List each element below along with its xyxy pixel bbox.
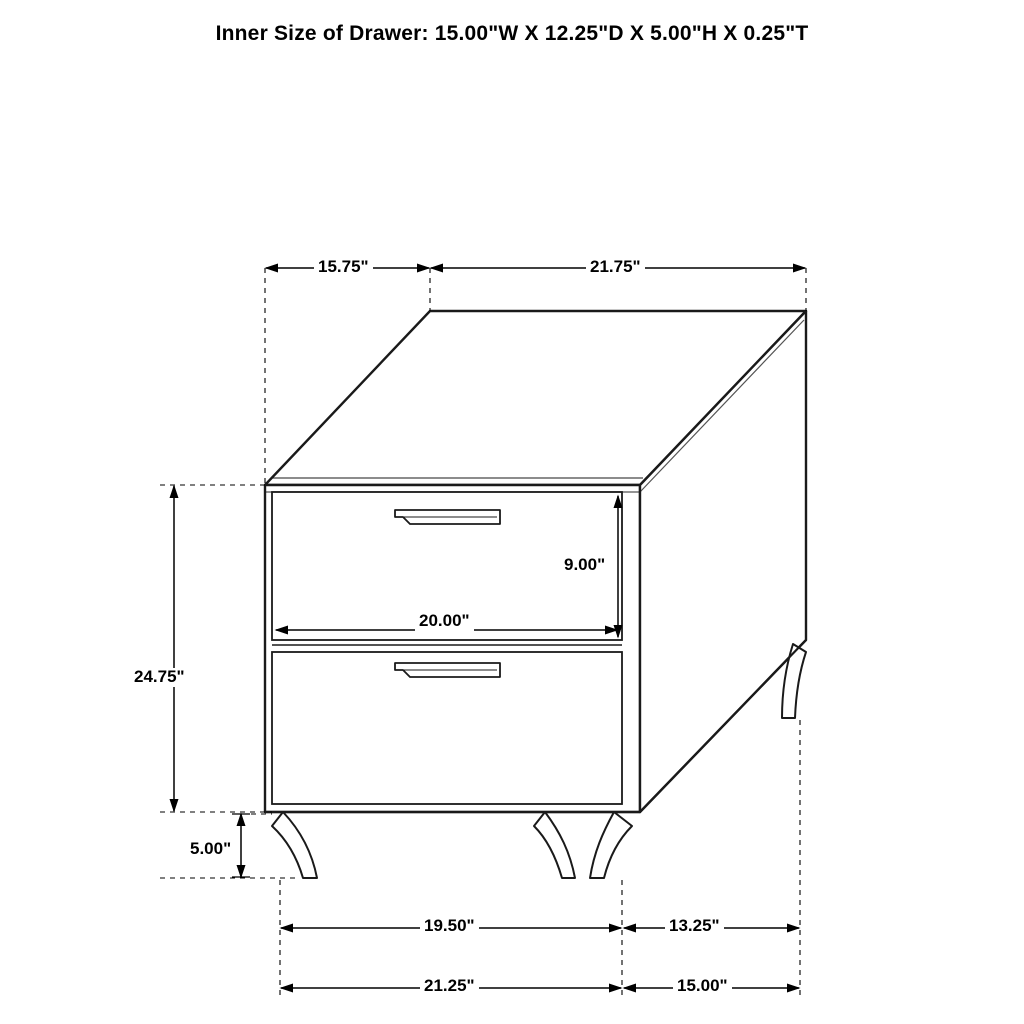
dim-label-overall-depth: 15.00" <box>673 977 732 996</box>
dim-label-overall-width: 21.25" <box>420 977 479 996</box>
dim-label-side-base: 13.25" <box>665 917 724 936</box>
dim-label-leg-height: 5.00" <box>186 840 235 859</box>
drawer-lower[interactable] <box>272 652 622 804</box>
dim-label-drawer-width: 20.00" <box>415 612 474 631</box>
leg-front-right <box>590 812 632 878</box>
page-title: Inner Size of Drawer: 15.00"W X 12.25"D X 5.00"H X 0.25"T <box>215 22 809 45</box>
leg-center-front <box>534 812 575 878</box>
drawer-lower-face <box>272 652 622 804</box>
dim-label-top-right: 21.75" <box>586 258 645 277</box>
dim-label-top-left: 15.75" <box>314 258 373 277</box>
dim-label-front-base: 19.50" <box>420 917 479 936</box>
leg-front-left <box>272 812 317 878</box>
dim-label-drawer-height: 9.00" <box>560 556 609 575</box>
dim-label-cabinet-height: 24.75" <box>130 668 189 687</box>
